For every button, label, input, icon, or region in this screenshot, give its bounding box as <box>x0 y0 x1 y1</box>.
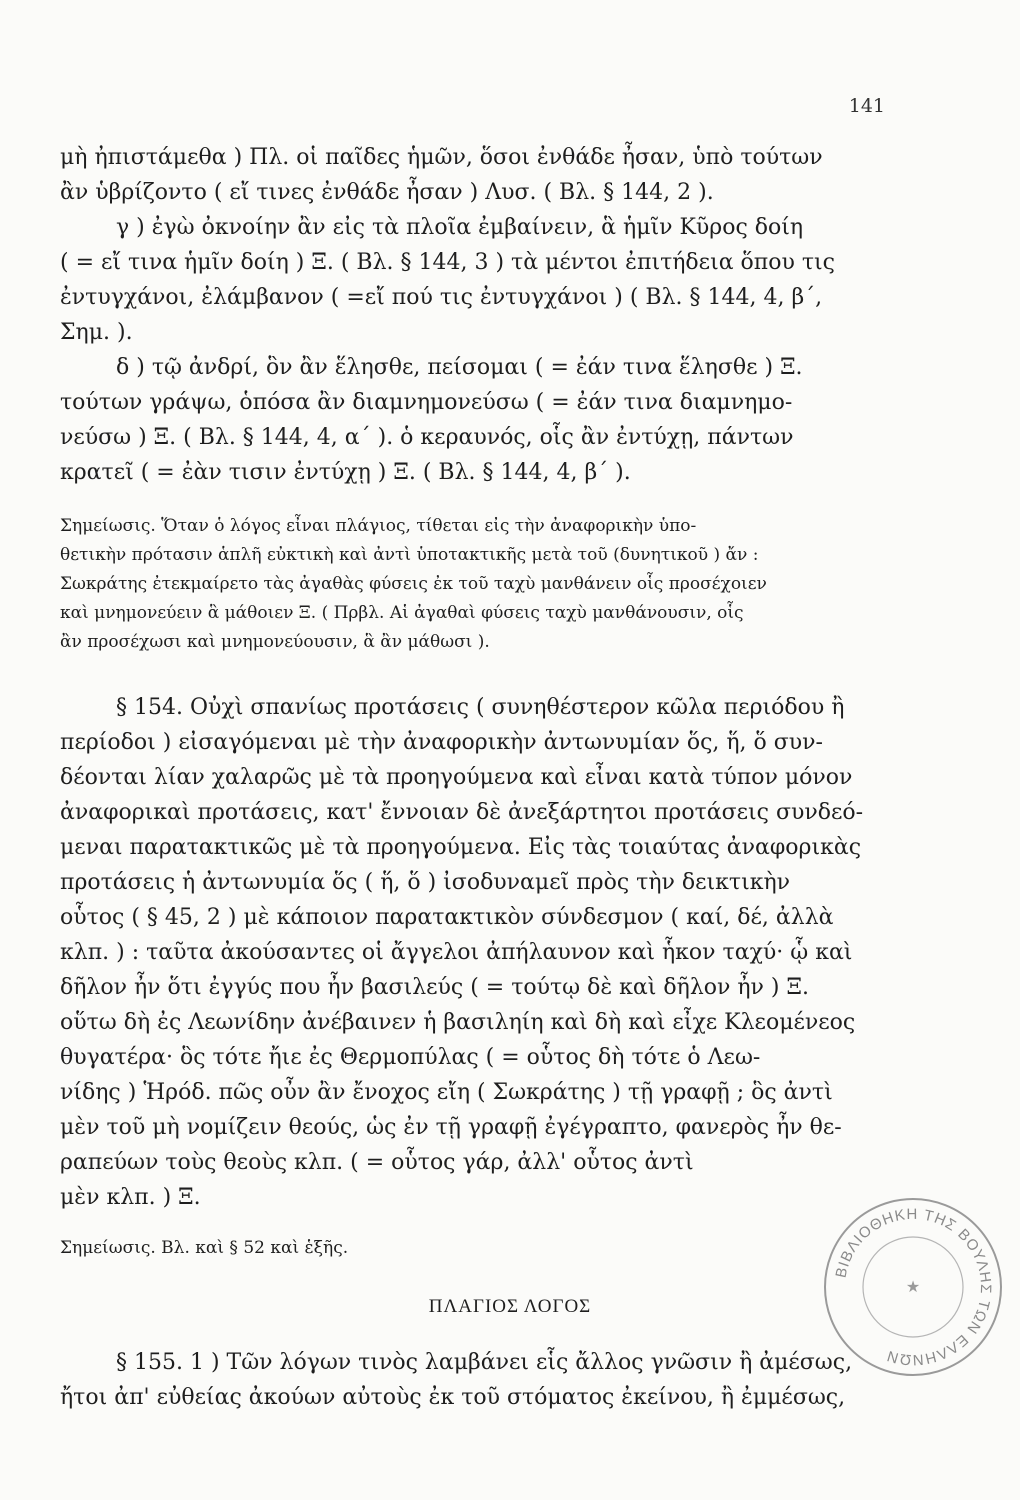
text-line: θυγατέρα· ὃς τότε ἤιε ἐς Θερμοπύλας ( = οὗτος δὴ τότε ὁ Λεω- <box>60 1045 761 1070</box>
text-line: οὗτος ( § 45, 2 ) μὲ κάποιον παρατακτικὸν σύνδεσμον ( καί, δέ, ἀλλὰ <box>60 905 834 930</box>
text-line: μὲν κλπ. ) Ξ. <box>60 1185 201 1210</box>
stamp-lettering: ΒΙΒΛΙΟΘΗΚΗ ΤΗΣ ΒΟΥΛΗΣ ΤΩΝ ΕΛΛΗΝΩΝ <box>832 1205 995 1369</box>
note-line: καὶ μνημονεύειν ἃ μάθοιεν Ξ. ( Πρβλ. Αἱ ἀγαθαὶ φύσεις ταχὺ μανθάνουσιν, οἷς <box>60 603 744 623</box>
text-line: ἐντυγχάνοι, ἐλάμβανον ( =εἴ πού τις ἐντυγχάνοι ) ( Βλ. § 144, 4, β΄, <box>60 285 823 310</box>
text-line: δ ) τῷ ἀνδρί, ὃν ἂν ἕλησθε, πείσομαι ( = ἐάν τινα ἕλησθε ) Ξ. <box>116 355 803 380</box>
note-line: θετικὴν πρότασιν ἁπλῆ εὐκτικὴ καὶ ἀντὶ ὑποτακτικῆς μετὰ τοῦ (δυνητικοῦ ) ἄν : <box>60 545 759 565</box>
text-line: μὲν τοῦ μὴ νομίζειν θεούς, ὡς ἐν τῇ γραφῇ ἐγέγραπτο, φανερὸς ἦν θε- <box>60 1115 842 1140</box>
text-line: ( = εἴ τινα ἡμῖν δοίη ) Ξ. ( Βλ. § 144, 3 ) τὰ μέντοι ἐπιτήδεια ὅπου τις <box>60 250 835 275</box>
note-line: Σωκράτης ἐτεκμαίρετο τὰς ἀγαθὰς φύσεις ἐκ τοῦ ταχὺ μανθάνειν οἷς προσέχοιεν <box>60 574 767 594</box>
text-line: νεύσω ) Ξ. ( Βλ. § 144, 4, α΄ ). ὁ κεραυνός, οἷς ἂν ἐντύχῃ, πάντων <box>60 425 794 450</box>
text-line: μεναι παρατακτικῶς μὲ τὰ προηγούμενα. Εἰς τὰς τοιαύτας ἀναφορικὰς <box>60 835 862 860</box>
star-icon: ★ <box>905 1279 921 1296</box>
text-line: οὕτω δὴ ἐς Λεωνίδην ἀνέβαινεν ἡ βασιληίη καὶ δὴ καὶ εἶχε Κλεομένεος <box>60 1010 856 1035</box>
text-line: ἤτοι ἀπ' εὐθείας ἀκούων αὐτοὺς ἐκ τοῦ στόματος ἐκείνου, ἢ ἐμμέσως, <box>60 1385 846 1410</box>
text-line: § 154. Οὐχὶ σπανίως προτάσεις ( συνηθέστερον κῶλα περιόδου ἢ <box>116 695 845 720</box>
text-line: ἀναφορικαὶ προτάσεις, κατ' ἔννοιαν δὲ ἀνεξάρτητοι προτάσεις συνδεό- <box>60 800 864 825</box>
text-line: κρατεῖ ( = ἐὰν τισιν ἐντύχῃ ) Ξ. ( Βλ. § 144, 4, β΄ ). <box>60 460 631 485</box>
section-155 <box>60 1345 900 1415</box>
text-line: γ ) ἐγὼ ὀκνοίην ἂν εἰς τὰ πλοῖα ἐμβαίνειν, ἃ ἡμῖν Κῦρος δοίη <box>116 215 804 240</box>
text-line: περίοδοι ) εἰσαγόμεναι μὲ τὴν ἀναφορικὴν ἀντωνυμίαν ὅς, ἥ, ὅ συν- <box>60 730 823 755</box>
text-line: § 155. 1 ) Τῶν λόγων τινὸς λαμβάνει εἷς ἄλλος γνῶσιν ἢ ἀμέσως, <box>116 1350 853 1375</box>
text-line: τούτων γράψω, ὁπόσα ἂν διαμνημονεύσω ( = ἐάν τινα διαμνημο- <box>60 390 793 415</box>
text-line: δῆλον ἦν ὅτι ἐγγύς που ἦν βασιλεύς ( = τούτῳ δὲ καὶ δῆλον ἦν ) Ξ. <box>60 975 809 1000</box>
page-number: 141 <box>848 95 885 117</box>
text-line: δέονται λίαν χαλαρῶς μὲ τὰ προηγούμενα καὶ εἶναι κατὰ τύπον μόνον <box>60 765 853 790</box>
note-line: Σημείωσις. Βλ. καὶ § 52 καὶ ἑξῆς. <box>60 1238 349 1258</box>
note-block-2 <box>60 1234 900 1263</box>
text-line: ραπεύων τοὺς θεοὺς κλπ. ( = οὗτος γάρ, ἀλλ' οὗτος ἀντὶ <box>60 1150 694 1175</box>
library-stamp <box>818 1192 1008 1382</box>
text-line: Σημ. ). <box>60 320 133 345</box>
text-line: προτάσεις ἡ ἀντωνυμία ὅς ( ἥ, ὅ ) ἰσοδυναμεῖ πρὸς τὴν δεικτικὴν <box>60 870 791 895</box>
paragraph-examples <box>60 140 900 490</box>
text-line: κλπ. ) : ταῦτα ἀκούσαντες οἱ ἄγγελοι ἀπήλαυνον καὶ ἧκον ταχύ· ᾧ καὶ <box>60 940 853 965</box>
section-154 <box>60 690 900 1215</box>
note-line: Σημείωσις. Ὅταν ὁ λόγος εἶναι πλάγιος, τίθεται εἰς τὴν ἀναφορικὴν ὑπο- <box>60 516 697 536</box>
note-block <box>60 512 900 657</box>
section-heading: ΠΛΑΓΙΟΣ ΛΟΓΟΣ <box>428 1296 592 1317</box>
text-line: μὴ ἠπιστάμεθα ) Πλ. οἱ παῖδες ἡμῶν, ὅσοι ἐνθάδε ἦσαν, ὑπὸ τούτων <box>60 145 823 170</box>
text-line: ἂν ὑβρίζοντο ( εἴ τινες ἐνθάδε ἦσαν ) Λυσ. ( Βλ. § 144, 2 ). <box>60 180 714 205</box>
note-line: ἂν προσέχωσι καὶ μνημονεύουσιν, ἃ ἂν μάθωσι ). <box>60 632 490 652</box>
text-line: νίδης ) Ἡρόδ. πῶς οὖν ἂν ἔνοχος εἴη ( Σωκράτης ) τῇ γραφῇ ; ὃς ἀντὶ <box>60 1080 833 1105</box>
